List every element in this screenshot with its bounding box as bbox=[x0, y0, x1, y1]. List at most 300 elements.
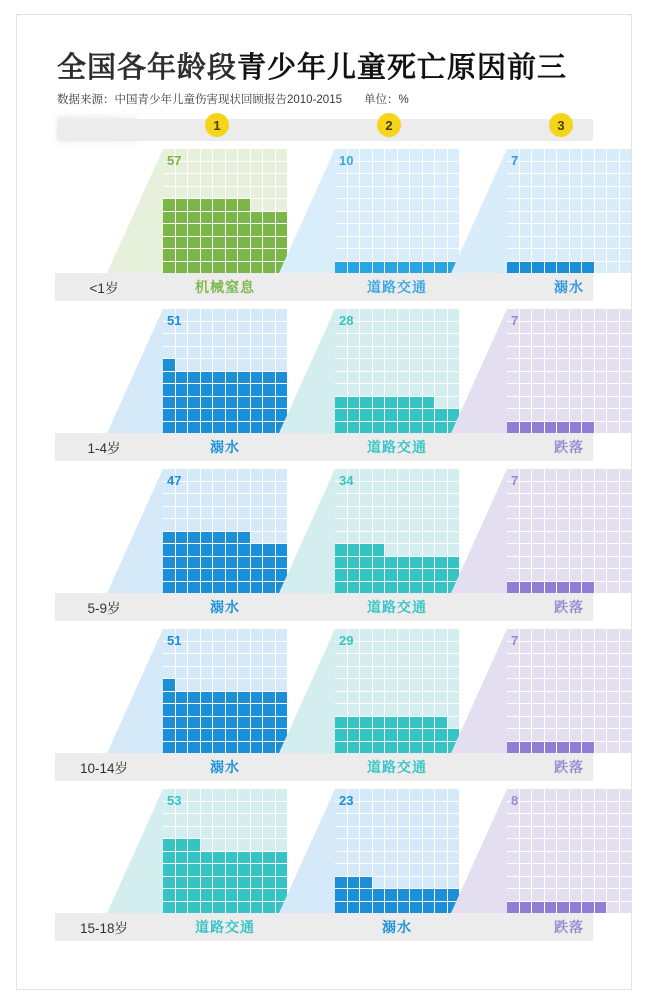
waffle-cell bbox=[557, 814, 569, 826]
waffle-cell bbox=[335, 422, 347, 434]
waffle-cell bbox=[620, 789, 632, 801]
waffle-cell bbox=[226, 667, 238, 679]
waffle-cell bbox=[398, 827, 410, 839]
waffle-cell bbox=[348, 814, 360, 826]
waffle-cell bbox=[163, 372, 175, 384]
waffle-cell bbox=[520, 814, 532, 826]
waffle-cell bbox=[335, 347, 347, 359]
waffle-cell bbox=[251, 789, 263, 801]
waffle-cell bbox=[532, 224, 544, 236]
waffle-cell bbox=[373, 409, 385, 421]
waffle-cell bbox=[532, 174, 544, 186]
waffle-cell bbox=[263, 469, 275, 481]
waffle-cell bbox=[532, 827, 544, 839]
waffle-cell bbox=[582, 827, 594, 839]
waffle-cell bbox=[620, 507, 632, 519]
waffle-cell bbox=[335, 814, 347, 826]
panel-slant-edge bbox=[107, 309, 163, 433]
waffle-cell bbox=[410, 409, 422, 421]
waffle-cell bbox=[360, 864, 372, 876]
waffle-cell bbox=[410, 224, 422, 236]
waffle-cell bbox=[410, 814, 422, 826]
waffle-cell bbox=[595, 789, 607, 801]
waffle-cell bbox=[251, 262, 263, 274]
waffle-cell bbox=[435, 852, 447, 864]
waffle-cell bbox=[163, 692, 175, 704]
waffle-cell bbox=[507, 852, 519, 864]
waffle-cell bbox=[238, 827, 250, 839]
waffle-cell bbox=[582, 237, 594, 249]
waffle-cell bbox=[570, 679, 582, 691]
value-label: 7 bbox=[511, 473, 519, 488]
waffle-cell bbox=[398, 347, 410, 359]
waffle-cell bbox=[607, 802, 619, 814]
waffle-cell bbox=[213, 494, 225, 506]
waffle-cell bbox=[188, 569, 200, 581]
waffle-cell bbox=[360, 359, 372, 371]
waffle-cell bbox=[360, 742, 372, 754]
waffle-cell bbox=[201, 877, 213, 889]
waffle-cell bbox=[423, 717, 435, 729]
waffle-cell bbox=[251, 839, 263, 851]
waffle-cell bbox=[398, 544, 410, 556]
waffle-cell bbox=[570, 212, 582, 224]
waffle-cell bbox=[520, 557, 532, 569]
waffle-cell bbox=[385, 322, 397, 334]
waffle-cell bbox=[373, 482, 385, 494]
waffle-cell bbox=[582, 372, 594, 384]
waffle-cell bbox=[607, 789, 619, 801]
waffle-cell bbox=[201, 409, 213, 421]
waffle-cell bbox=[251, 482, 263, 494]
waffle-cell bbox=[423, 742, 435, 754]
waffle-cell bbox=[348, 422, 360, 434]
waffle-cell bbox=[385, 789, 397, 801]
waffle-cell bbox=[163, 569, 175, 581]
waffle-cell bbox=[385, 679, 397, 691]
waffle-cell bbox=[557, 347, 569, 359]
age-group-label: <1岁 bbox=[89, 281, 119, 296]
waffle-cell bbox=[423, 827, 435, 839]
waffle-cell bbox=[238, 237, 250, 249]
waffle-cell bbox=[570, 249, 582, 261]
waffle-cell bbox=[238, 902, 250, 914]
waffle-cell bbox=[213, 717, 225, 729]
waffle-cell bbox=[607, 199, 619, 211]
waffle-cell bbox=[176, 174, 188, 186]
waffle-cell bbox=[532, 717, 544, 729]
waffle-cell bbox=[238, 814, 250, 826]
waffle-cell bbox=[188, 422, 200, 434]
waffle-cell bbox=[607, 654, 619, 666]
waffle-cell bbox=[201, 654, 213, 666]
waffle-cell bbox=[385, 852, 397, 864]
waffle-cell bbox=[385, 237, 397, 249]
waffle-cell bbox=[435, 742, 447, 754]
waffle-cell bbox=[226, 199, 238, 211]
cause-label: 道路交通 bbox=[195, 919, 255, 935]
waffle-cell bbox=[410, 187, 422, 199]
waffle-cell bbox=[595, 902, 607, 914]
waffle-cell bbox=[595, 174, 607, 186]
waffle-cell bbox=[251, 372, 263, 384]
waffle-cell bbox=[423, 162, 435, 174]
waffle-cell bbox=[410, 372, 422, 384]
waffle-cell bbox=[238, 717, 250, 729]
waffle-cell bbox=[188, 199, 200, 211]
waffle-cell bbox=[176, 692, 188, 704]
waffle-cell bbox=[201, 742, 213, 754]
waffle-cell bbox=[423, 322, 435, 334]
waffle-cell bbox=[595, 532, 607, 544]
waffle-cell bbox=[545, 902, 557, 914]
waffle-cell bbox=[520, 704, 532, 716]
waffle-cell bbox=[398, 334, 410, 346]
waffle-cell bbox=[620, 187, 632, 199]
waffle-cell bbox=[263, 814, 275, 826]
waffle-cell bbox=[201, 494, 213, 506]
waffle-cell bbox=[226, 582, 238, 594]
waffle-cell bbox=[188, 654, 200, 666]
waffle-cell bbox=[335, 384, 347, 396]
waffle-cell bbox=[435, 532, 447, 544]
waffle-cell bbox=[545, 544, 557, 556]
waffle-cell bbox=[226, 642, 238, 654]
waffle-cell bbox=[263, 704, 275, 716]
waffle-cell bbox=[263, 839, 275, 851]
waffle-cell bbox=[582, 347, 594, 359]
waffle-cell bbox=[213, 237, 225, 249]
waffle-cell bbox=[163, 877, 175, 889]
waffle-cell bbox=[251, 249, 263, 261]
waffle-cell bbox=[373, 642, 385, 654]
waffle-cell bbox=[607, 384, 619, 396]
waffle-cell bbox=[238, 199, 250, 211]
waffle-cell bbox=[532, 544, 544, 556]
waffle-cell bbox=[607, 814, 619, 826]
waffle-cell bbox=[532, 149, 544, 161]
waffle-cell bbox=[582, 654, 594, 666]
waffle-cell bbox=[348, 729, 360, 741]
waffle-cell bbox=[557, 864, 569, 876]
cause-label: 道路交通 bbox=[367, 279, 427, 295]
waffle-cell bbox=[532, 334, 544, 346]
waffle-cell bbox=[238, 864, 250, 876]
waffle-cell bbox=[557, 359, 569, 371]
waffle-cell bbox=[188, 384, 200, 396]
waffle-cell bbox=[545, 384, 557, 396]
waffle-cell bbox=[507, 359, 519, 371]
waffle-cell bbox=[263, 679, 275, 691]
waffle-cell bbox=[360, 692, 372, 704]
waffle-cell bbox=[373, 359, 385, 371]
waffle-cell bbox=[410, 507, 422, 519]
waffle-cell bbox=[620, 322, 632, 334]
waffle-cell bbox=[238, 482, 250, 494]
waffle-cell bbox=[545, 814, 557, 826]
waffle-cell bbox=[570, 877, 582, 889]
waffle-cell bbox=[398, 372, 410, 384]
waffle-cell bbox=[238, 532, 250, 544]
waffle-cell bbox=[373, 507, 385, 519]
waffle-cell bbox=[360, 384, 372, 396]
waffle-cell bbox=[570, 814, 582, 826]
waffle-cell bbox=[423, 629, 435, 641]
waffle-cell bbox=[163, 864, 175, 876]
waffle-cell bbox=[435, 877, 447, 889]
waffle-cell bbox=[435, 629, 447, 641]
waffle-cell bbox=[385, 582, 397, 594]
waffle-cell bbox=[557, 482, 569, 494]
waffle-cell bbox=[557, 692, 569, 704]
waffle-cell bbox=[620, 814, 632, 826]
waffle-cell bbox=[595, 839, 607, 851]
waffle-cell bbox=[335, 704, 347, 716]
waffle-cell bbox=[570, 827, 582, 839]
value-label: 7 bbox=[511, 633, 519, 648]
waffle-cell bbox=[373, 162, 385, 174]
waffle-cell bbox=[532, 507, 544, 519]
waffle-cell bbox=[532, 864, 544, 876]
waffle-cell bbox=[620, 852, 632, 864]
waffle-cell bbox=[557, 322, 569, 334]
waffle-cell bbox=[251, 507, 263, 519]
waffle-cell bbox=[251, 877, 263, 889]
waffle-cell bbox=[607, 729, 619, 741]
waffle-cell bbox=[595, 629, 607, 641]
waffle-cell bbox=[385, 827, 397, 839]
waffle-cell bbox=[251, 814, 263, 826]
waffle-cell bbox=[607, 212, 619, 224]
waffle-cell bbox=[557, 544, 569, 556]
waffle-cell bbox=[251, 902, 263, 914]
waffle-cell bbox=[398, 187, 410, 199]
waffle-cell bbox=[263, 729, 275, 741]
waffle-cell bbox=[263, 149, 275, 161]
waffle-grid bbox=[507, 789, 631, 913]
waffle-cell bbox=[263, 249, 275, 261]
waffle-cell bbox=[582, 262, 594, 274]
waffle-cell bbox=[520, 212, 532, 224]
waffle-cell bbox=[620, 889, 632, 901]
source-label: 数据来源：中国青少年儿童伤害现状回顾报告2010-2015 bbox=[57, 94, 342, 106]
waffle-cell bbox=[410, 149, 422, 161]
waffle-cell bbox=[263, 347, 275, 359]
waffle-cell bbox=[176, 507, 188, 519]
waffle-cell bbox=[595, 717, 607, 729]
waffle-cell bbox=[348, 359, 360, 371]
waffle-cell bbox=[335, 557, 347, 569]
waffle-cell bbox=[251, 334, 263, 346]
waffle-cell bbox=[607, 359, 619, 371]
value-label: 57 bbox=[167, 153, 182, 168]
waffle-cell bbox=[360, 309, 372, 321]
waffle-cell bbox=[595, 557, 607, 569]
waffle-cell bbox=[620, 729, 632, 741]
waffle-cell bbox=[176, 494, 188, 506]
waffle-cell bbox=[410, 902, 422, 914]
waffle-cell bbox=[201, 889, 213, 901]
waffle-cell bbox=[251, 717, 263, 729]
waffle-cell bbox=[410, 717, 422, 729]
waffle-cell bbox=[188, 629, 200, 641]
waffle-cell bbox=[398, 359, 410, 371]
waffle-cell bbox=[545, 557, 557, 569]
value-label: 34 bbox=[339, 473, 354, 488]
waffle-cell bbox=[507, 827, 519, 839]
waffle-cell bbox=[507, 679, 519, 691]
waffle-cell bbox=[251, 212, 263, 224]
waffle-cell bbox=[557, 494, 569, 506]
waffle-cell bbox=[188, 704, 200, 716]
panel-slant-edge bbox=[451, 789, 507, 913]
waffle-cell bbox=[213, 384, 225, 396]
value-label: 51 bbox=[167, 633, 182, 648]
waffle-cell bbox=[238, 372, 250, 384]
waffle-cell bbox=[201, 359, 213, 371]
waffle-cell bbox=[360, 494, 372, 506]
waffle-cell bbox=[213, 839, 225, 851]
waffle-cell bbox=[385, 347, 397, 359]
chart-subtitle bbox=[57, 91, 409, 107]
waffle-cell bbox=[263, 187, 275, 199]
waffle-cell bbox=[188, 582, 200, 594]
waffle-cell bbox=[188, 149, 200, 161]
waffle-cell bbox=[176, 544, 188, 556]
waffle-cell bbox=[213, 852, 225, 864]
waffle-cell bbox=[385, 199, 397, 211]
waffle-cell bbox=[570, 839, 582, 851]
waffle-cell bbox=[226, 864, 238, 876]
waffle-cell bbox=[385, 889, 397, 901]
waffle-cell bbox=[520, 742, 532, 754]
waffle-cell bbox=[226, 629, 238, 641]
waffle-grid bbox=[507, 309, 631, 433]
waffle-cell bbox=[507, 814, 519, 826]
waffle-cell bbox=[507, 692, 519, 704]
waffle-cell bbox=[435, 224, 447, 236]
waffle-cell bbox=[226, 827, 238, 839]
waffle-cell bbox=[176, 262, 188, 274]
waffle-cell bbox=[335, 409, 347, 421]
age-group-label: 15-18岁 bbox=[79, 921, 129, 936]
waffle-cell bbox=[582, 729, 594, 741]
waffle-cell bbox=[607, 544, 619, 556]
waffle-cell bbox=[398, 507, 410, 519]
waffle-cell bbox=[582, 174, 594, 186]
waffle-cell bbox=[507, 262, 519, 274]
waffle-cell bbox=[188, 322, 200, 334]
waffle-cell bbox=[163, 532, 175, 544]
waffle-cell bbox=[238, 642, 250, 654]
waffle-cell bbox=[226, 717, 238, 729]
waffle-cell bbox=[360, 544, 372, 556]
waffle-cell bbox=[620, 212, 632, 224]
waffle-cell bbox=[373, 249, 385, 261]
waffle-cell bbox=[570, 557, 582, 569]
waffle-cell bbox=[557, 569, 569, 581]
waffle-cell bbox=[373, 237, 385, 249]
waffle-cell bbox=[398, 212, 410, 224]
waffle-cell bbox=[570, 422, 582, 434]
waffle-cell bbox=[188, 409, 200, 421]
waffle-cell bbox=[251, 582, 263, 594]
waffle-cell bbox=[360, 187, 372, 199]
waffle-cell bbox=[251, 384, 263, 396]
waffle-cell bbox=[238, 149, 250, 161]
waffle-cell bbox=[435, 814, 447, 826]
waffle-cell bbox=[582, 469, 594, 481]
waffle-cell bbox=[373, 839, 385, 851]
panel-slant-edge bbox=[451, 149, 507, 273]
waffle-cell bbox=[570, 262, 582, 274]
waffle-cell bbox=[435, 359, 447, 371]
waffle-cell bbox=[385, 494, 397, 506]
waffle-cell bbox=[532, 309, 544, 321]
waffle-cell bbox=[163, 397, 175, 409]
waffle-cell bbox=[251, 237, 263, 249]
waffle-cell bbox=[507, 372, 519, 384]
waffle-cell bbox=[348, 409, 360, 421]
waffle-cell bbox=[348, 582, 360, 594]
waffle-cell bbox=[213, 569, 225, 581]
waffle-cell bbox=[582, 494, 594, 506]
waffle-cell bbox=[582, 482, 594, 494]
waffle-cell bbox=[226, 174, 238, 186]
waffle-cell bbox=[545, 199, 557, 211]
waffle-cell bbox=[201, 372, 213, 384]
waffle-cell bbox=[570, 789, 582, 801]
waffle-cell bbox=[435, 582, 447, 594]
waffle-cell bbox=[238, 557, 250, 569]
waffle-cell bbox=[532, 729, 544, 741]
waffle-cell bbox=[620, 174, 632, 186]
waffle-cell bbox=[201, 544, 213, 556]
waffle-cell bbox=[410, 334, 422, 346]
waffle-cell bbox=[163, 212, 175, 224]
waffle-cell bbox=[251, 174, 263, 186]
waffle-cell bbox=[607, 582, 619, 594]
waffle-cell bbox=[348, 519, 360, 531]
waffle-cell bbox=[423, 654, 435, 666]
waffle-cell bbox=[595, 802, 607, 814]
waffle-cell bbox=[423, 789, 435, 801]
waffle-cell bbox=[226, 742, 238, 754]
waffle-cell bbox=[335, 334, 347, 346]
waffle-cell bbox=[423, 224, 435, 236]
waffle-cell bbox=[213, 629, 225, 641]
waffle-cell bbox=[213, 557, 225, 569]
waffle-cell bbox=[507, 569, 519, 581]
waffle-cell bbox=[360, 789, 372, 801]
waffle-cell bbox=[263, 532, 275, 544]
waffle-cell bbox=[238, 742, 250, 754]
waffle-cell bbox=[607, 629, 619, 641]
waffle-cell bbox=[238, 162, 250, 174]
waffle-cell bbox=[570, 569, 582, 581]
waffle-cell bbox=[595, 237, 607, 249]
waffle-cell bbox=[385, 224, 397, 236]
waffle-cell bbox=[188, 347, 200, 359]
waffle-cell bbox=[520, 322, 532, 334]
waffle-cell bbox=[385, 359, 397, 371]
waffle-cell bbox=[570, 347, 582, 359]
age-group-label: 5-9岁 bbox=[87, 601, 121, 616]
waffle-cell bbox=[520, 347, 532, 359]
waffle-cell bbox=[595, 582, 607, 594]
waffle-cell bbox=[582, 162, 594, 174]
waffle-cell bbox=[263, 224, 275, 236]
